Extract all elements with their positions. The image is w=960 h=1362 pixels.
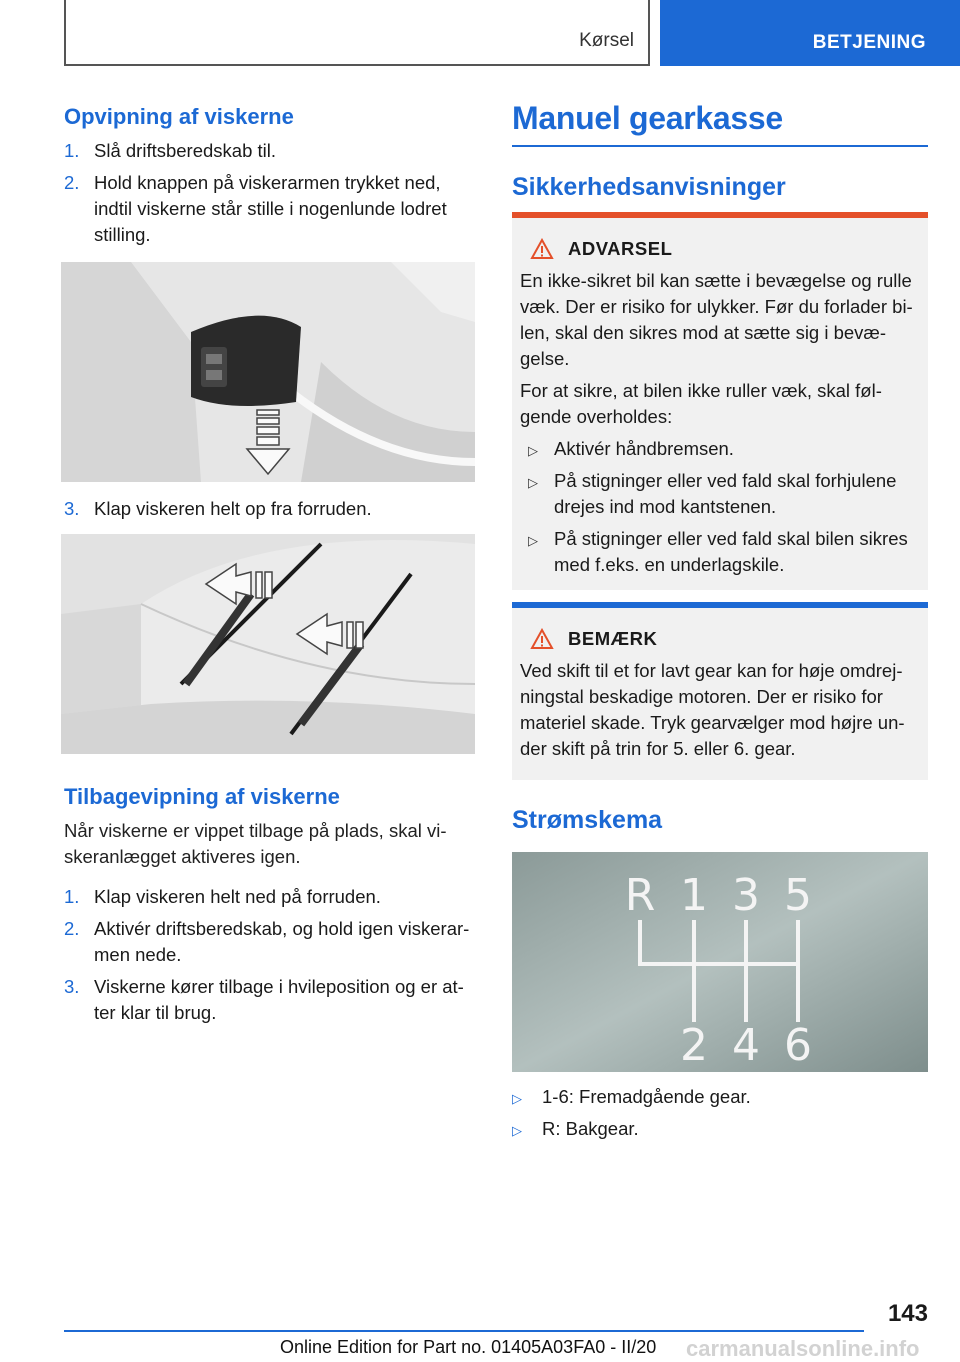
warning-bar: [512, 212, 928, 218]
subtitle: Sikkerhedsanvisninger: [512, 173, 786, 201]
heading-tilbagevipning: Tilbagevipning af viskerne: [64, 784, 340, 809]
step-text: Slå driftsberedskab til.: [94, 140, 277, 161]
gear-label-5: 5: [784, 870, 812, 921]
notice-body: [512, 650, 928, 762]
warning-box: [512, 212, 928, 590]
gear-label-6: 6: [784, 1020, 812, 1071]
step-number: 2.: [64, 918, 80, 939]
wipers-folded-illustration: [61, 534, 475, 754]
page-title: Manuel gearkasse: [512, 100, 783, 136]
header-tab-label: BETJENING: [812, 32, 926, 53]
gear-label-r: R: [624, 870, 656, 921]
step-text: Klap viskeren helt op fra forruden.: [94, 498, 372, 519]
intro-text: Når viskerne er vippet tilbage på plads, skal vi-skeranlægget aktiveres igen.: [64, 820, 447, 867]
warning-body: [512, 260, 928, 578]
heading-stromskema: Strømskema: [512, 806, 663, 834]
gear-legend: [512, 1084, 928, 1148]
step-number: 1.: [64, 886, 80, 907]
list-item-text: R: Bakgear.: [542, 1118, 639, 1139]
step-number: 2.: [64, 172, 80, 193]
list-item: [520, 436, 922, 462]
watermark: carmanualsonline.info: [686, 1336, 920, 1361]
steps-step3: [64, 496, 478, 522]
list-item-text: På stigninger eller ved fald skal forhjulene drejes ind mod kantstenen.: [554, 470, 897, 517]
step3-block: [64, 496, 478, 528]
heading-opvipning: Opvipning af viskerne: [64, 104, 294, 129]
step-text: Aktivér driftsberedskab, og hold igen viskerar-men nede.: [94, 918, 470, 965]
step-number: 1.: [64, 140, 80, 161]
list-item: [512, 1084, 928, 1110]
right-column: [512, 100, 928, 202]
list-item: [512, 1116, 928, 1142]
wiper-arm-illustration: [61, 262, 475, 482]
left-section-2: [64, 784, 478, 1032]
header-section-label: Kørsel: [579, 30, 634, 51]
gear-label-3: 3: [732, 870, 760, 921]
step-text: Hold knappen på viskerarmen trykket ned, indtil viskerne står stille i nogenlunde lodret stilling.: [94, 172, 447, 245]
warning-title: [530, 238, 928, 260]
notice-bar: [512, 602, 928, 608]
triangle-bullet-icon: ▷: [528, 443, 538, 458]
page-number: 143: [887, 1300, 928, 1327]
list-item: [520, 468, 922, 520]
warning-triangle-icon: [530, 628, 554, 650]
footer-rule: [64, 1330, 864, 1332]
step-number: 3.: [64, 976, 80, 997]
list-item: [64, 138, 478, 164]
step-text: Klap viskeren helt ned på forruden.: [94, 886, 381, 907]
gear-label-2: 2: [680, 1020, 708, 1071]
notice-label: BEMÆRK: [568, 628, 658, 649]
list-item-text: 1-6: Fremadgående gear.: [542, 1086, 751, 1107]
list-item: [64, 916, 478, 968]
header-tab: [660, 0, 960, 66]
triangle-bullet-icon: ▷: [512, 1123, 522, 1138]
triangle-bullet-icon: ▷: [512, 1091, 522, 1106]
step-number: 3.: [64, 498, 80, 519]
list-item: [520, 526, 922, 578]
notice-box: [512, 602, 928, 780]
title-rule: [512, 145, 928, 147]
steps-tilbagevipning: [64, 884, 478, 1026]
notice-text: Ved skift til et for lavt gear kan for høje omdrej-ningstal beskadige motoren. Der er risiko for materiel skade. Tryk gearvælger mod højre un-der skift på trin for 5. eller 6. gear.: [520, 660, 905, 759]
list-item: [64, 496, 478, 522]
list-item: [64, 884, 478, 910]
gear-label-4: 4: [732, 1020, 760, 1071]
list-item: [64, 974, 478, 1026]
header-section-box: [64, 0, 650, 66]
notice-title: [530, 628, 928, 650]
steps-opvipning: [64, 138, 478, 248]
warning-list: [520, 436, 922, 578]
gear-shift-diagram: [512, 852, 928, 1072]
step-text: Viskerne kører tilbage i hvileposition og er at-ter klar til brug.: [94, 976, 464, 1023]
list-item-text: På stigninger eller ved fald skal bilen sikres med f.eks. en underlagskile.: [554, 528, 908, 575]
list-item-text: Aktivér håndbremsen.: [554, 438, 734, 459]
gear-label-1: 1: [680, 870, 708, 921]
list-item: [64, 170, 478, 248]
warning-label: ADVARSEL: [568, 238, 673, 259]
left-column: [64, 100, 478, 254]
warning-text-1: En ikke-sikret bil kan sætte i bevægelse og rulle væk. Der er risiko for ulykker. Før du forlader bi-len, skal den sikres mod at sætte sig i bevæ-gelse.: [520, 270, 913, 369]
triangle-bullet-icon: ▷: [528, 475, 538, 490]
warning-text-2: For at sikre, at bilen ikke ruller væk, skal føl-gende overholdes:: [520, 380, 882, 427]
warning-triangle-icon: [530, 238, 554, 260]
triangle-bullet-icon: ▷: [528, 533, 538, 548]
footer-edition: Online Edition for Part no. 01405A03FA0 - II/20: [280, 1337, 657, 1357]
